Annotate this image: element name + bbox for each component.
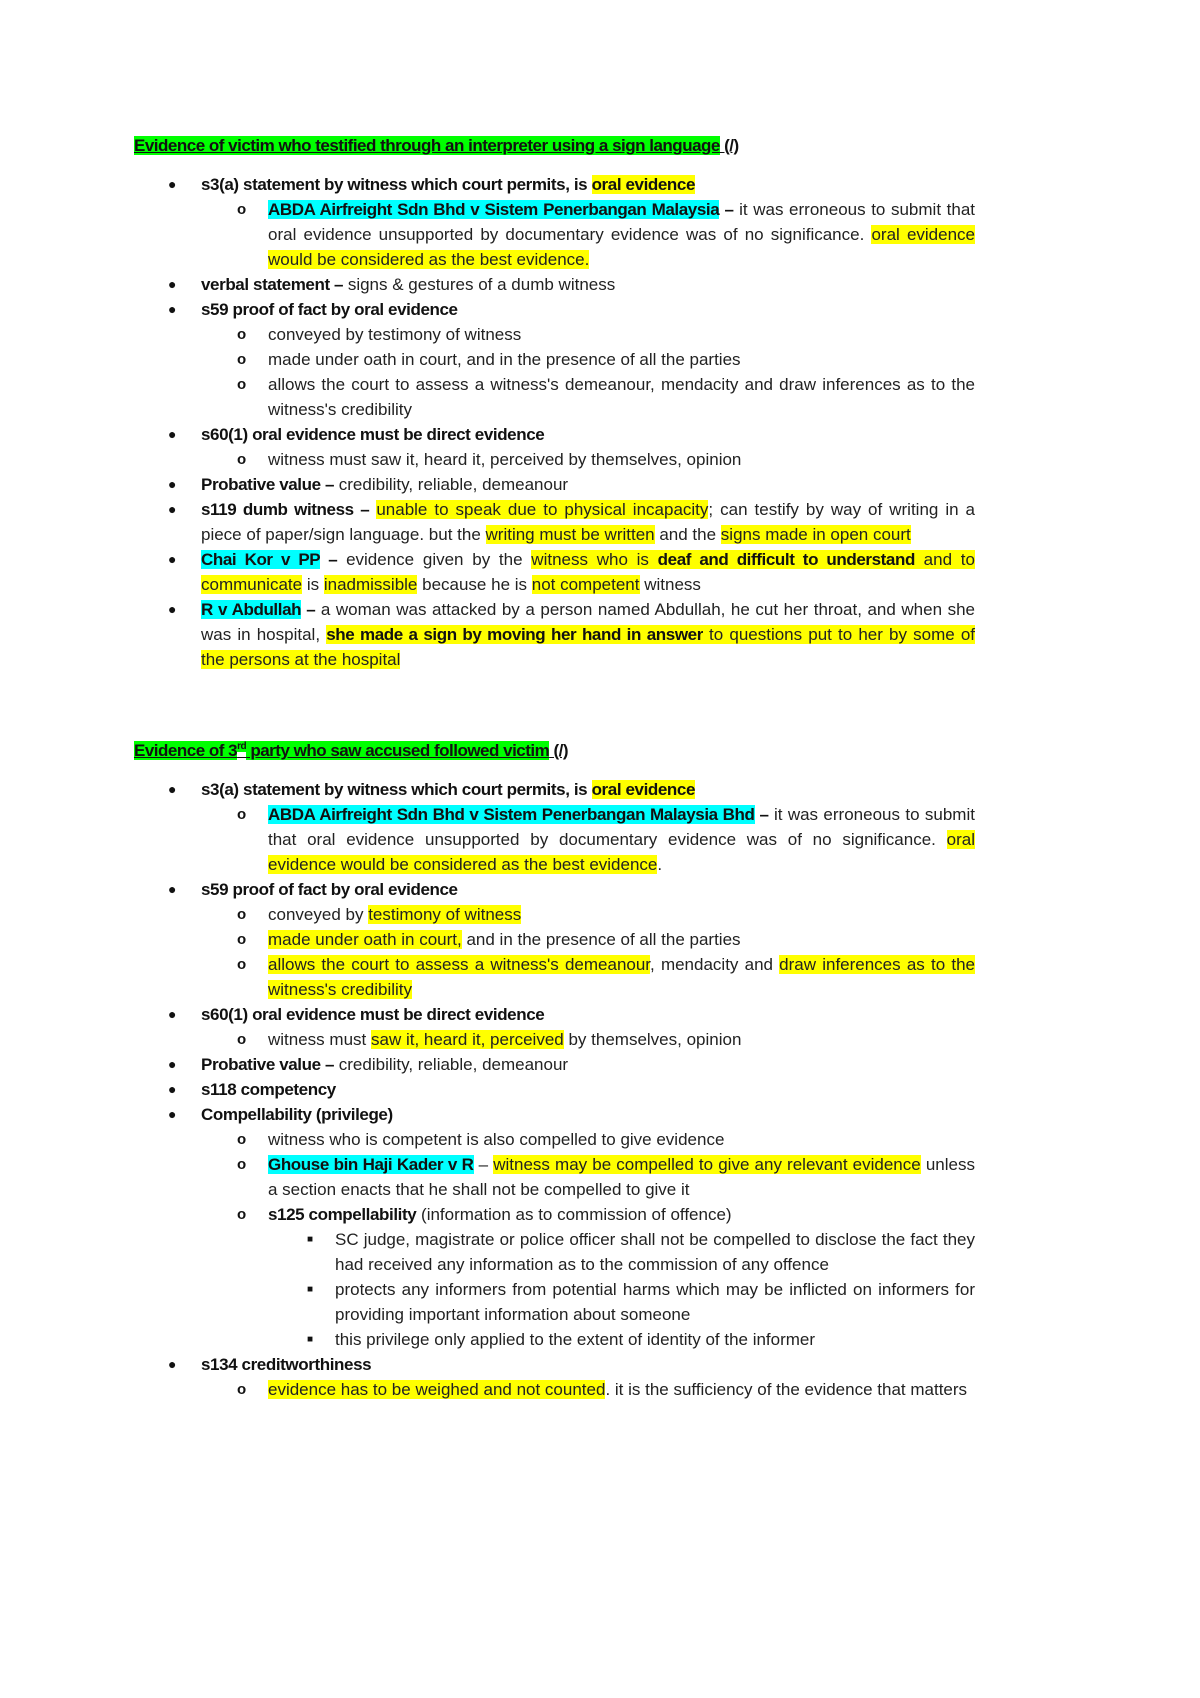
text-run: s59 proof of fact by oral evidence: [201, 880, 458, 899]
highlighted-text: saw it, heard it, perceived: [370, 1030, 564, 1049]
list-item: [168, 1102, 975, 1127]
list-item: [237, 1152, 975, 1202]
text-run: s3(a) statement by witness which court permits, is: [201, 175, 592, 194]
bullet-icon: ●: [168, 1356, 177, 1372]
text-run: conveyed by: [268, 905, 369, 924]
bullet-icon: ●: [168, 276, 177, 292]
text-run: witness who is competent is also compelled to give evidence: [268, 1130, 725, 1149]
text-run: ; can testify by way of writing in a piece of paper/sign language. but the: [201, 500, 976, 544]
text-run: s125 compellability: [268, 1205, 417, 1224]
bullet-icon: ●: [168, 1056, 177, 1072]
text-run: Probative value –: [201, 475, 335, 494]
bullet-icon: ●: [168, 476, 177, 492]
section-list: [0, 777, 1200, 1402]
list-item: [168, 1002, 975, 1027]
case-name: ABDA Airfreight Sdn Bhd v Sistem Penerbangan Malaysia Bhd: [268, 805, 755, 824]
bullet-icon: ●: [168, 601, 177, 617]
text-run: (/): [549, 741, 569, 760]
text-run: –: [754, 805, 769, 824]
highlighted-text: oral evidence: [591, 780, 696, 799]
case-name: Chai Kor v PP: [201, 550, 320, 569]
text-run: s119 dumb witness –: [201, 500, 370, 519]
circle-bullet-icon: o: [237, 351, 247, 368]
highlighted-text: not competent: [531, 575, 640, 594]
square-bullet-icon: ■: [307, 1334, 314, 1345]
text-run: and in the presence of all the parties: [461, 930, 741, 949]
text-run: allows the court to assess a witness's demeanour, mendacity and draw inferences as to the witness's credibility: [268, 375, 975, 419]
highlighted-text: oral evidence would be considered as the best evidence.: [268, 225, 976, 269]
bullet-icon: ●: [168, 501, 177, 517]
circle-bullet-icon: o: [237, 1206, 247, 1223]
text-run: .: [657, 855, 663, 874]
case-name: R v Abdullah: [201, 600, 302, 619]
circle-bullet-icon: o: [237, 451, 247, 468]
circle-bullet-icon: o: [237, 1381, 247, 1398]
list-item: [168, 422, 975, 447]
bullet-icon: ●: [168, 176, 177, 192]
case-name: Ghouse bin Haji Kader v R: [268, 1155, 474, 1174]
text-run: s3(a) statement by witness which court permits, is: [201, 780, 592, 799]
text-run: –: [719, 200, 734, 219]
text-run: s118 competency: [201, 1080, 336, 1099]
list-item: [237, 1377, 975, 1402]
highlighted-text: and to communicate: [201, 550, 975, 594]
section-heading: [134, 738, 568, 763]
text-run: , mendacity and: [650, 955, 780, 974]
text-run: witness: [639, 575, 701, 594]
list-item: [168, 172, 975, 197]
text-run: Probative value –: [201, 1055, 335, 1074]
circle-bullet-icon: o: [237, 806, 247, 823]
text-run: made under oath in court, and in the presence of all the parties: [268, 350, 741, 369]
highlighted-text: she made a sign by moving her hand in answer: [326, 625, 703, 644]
highlighted-text: testimony of witness: [368, 905, 522, 924]
text-run: Compellability (privilege): [201, 1105, 393, 1124]
list-item: [237, 447, 975, 472]
highlighted-text: party who saw accused followed victim: [246, 741, 550, 760]
list-item: [168, 877, 975, 902]
text-run: (/): [719, 136, 739, 155]
list-item: [168, 1077, 975, 1102]
highlighted-text: witness may be compelled to give any relevant evidence: [493, 1155, 921, 1174]
highlighted-text: Evidence of 3: [134, 741, 238, 760]
circle-bullet-icon: o: [237, 931, 247, 948]
section-list: [0, 172, 1200, 672]
text-run: s134 creditworthiness: [201, 1355, 372, 1374]
list-item: [237, 1027, 975, 1052]
list-item: [237, 347, 975, 372]
highlighted-text: made under oath in court,: [268, 930, 462, 949]
text-run: it was erroneous to submit that oral evidence unsupported by documentary evidence was of no significance.: [268, 200, 975, 244]
circle-bullet-icon: o: [237, 1156, 247, 1173]
bullet-icon: ●: [168, 426, 177, 442]
list-item: [168, 272, 975, 297]
list-item: [168, 297, 975, 322]
highlighted-text: writing must be written: [485, 525, 655, 544]
bullet-icon: ●: [168, 1081, 177, 1097]
list-item: [168, 497, 976, 547]
list-item: [237, 952, 975, 1002]
list-item: [237, 802, 975, 877]
list-item: [168, 777, 975, 802]
bullet-icon: ●: [168, 551, 177, 567]
bullet-icon: ●: [168, 1106, 177, 1122]
highlighted-text: oral evidence would be considered as the best evidence: [268, 830, 975, 874]
text-run: because he is: [417, 575, 532, 594]
highlighted-text: evidence has to be weighed and not counted: [268, 1380, 606, 1399]
circle-bullet-icon: o: [237, 1131, 247, 1148]
bullet-icon: ●: [168, 781, 177, 797]
highlighted-text: rd: [237, 741, 247, 753]
list-item: [237, 1202, 975, 1227]
text-run: verbal statement –: [201, 275, 344, 294]
text-run: by themselves, opinion: [563, 1030, 742, 1049]
text-run: witness must saw it, heard it, perceived by themselves, opinion: [268, 450, 742, 469]
highlighted-text: inadmissible: [323, 575, 418, 594]
text-run: s60(1) oral evidence must be direct evidence: [201, 425, 545, 444]
list-item: [237, 1127, 975, 1152]
highlighted-text: draw inferences as to the witness's credibility: [268, 955, 975, 999]
circle-bullet-icon: o: [237, 376, 247, 393]
highlighted-text: to questions put to her by some of the persons at the hospital: [201, 625, 976, 669]
text-run: credibility, reliable, demeanour: [334, 1055, 569, 1074]
highlighted-text: allows the court to assess a witness's demeanour: [268, 955, 651, 974]
highlighted-text: unable to speak due to physical incapacity: [376, 500, 709, 519]
text-run: conveyed by testimony of witness: [268, 325, 522, 344]
list-item: [168, 472, 975, 497]
square-bullet-icon: ■: [307, 1284, 314, 1295]
text-run: is: [302, 575, 324, 594]
bullet-icon: ●: [168, 881, 177, 897]
highlighted-text: witness who is: [531, 550, 658, 569]
highlighted-text: oral evidence: [591, 175, 696, 194]
highlighted-text: deaf and difficult to understand: [657, 550, 915, 569]
text-run: protects any informers from potential harms which may be inflicted on informers for providing important information about someone: [335, 1280, 975, 1324]
circle-bullet-icon: o: [237, 1031, 247, 1048]
list-item: [237, 322, 975, 347]
text-run: unless a section enacts that he shall not be compelled to give it: [268, 1155, 975, 1199]
text-run: a woman was attacked by a person named Abdullah, he cut her throat, and when she was in hospital,: [201, 600, 975, 644]
list-item: [168, 597, 976, 672]
circle-bullet-icon: o: [237, 201, 247, 218]
text-run: evidence given by the: [337, 550, 532, 569]
list-item: [237, 372, 975, 422]
text-run: . it is the sufficiency of the evidence that matters: [605, 1380, 968, 1399]
text-run: –: [319, 550, 338, 569]
list-item: [307, 1327, 975, 1352]
list-item: [307, 1277, 975, 1327]
text-run: s59 proof of fact by oral evidence: [201, 300, 458, 319]
text-run: and the: [654, 525, 721, 544]
list-item: [168, 1052, 975, 1077]
list-item: [237, 927, 975, 952]
bullet-icon: ●: [168, 301, 177, 317]
text-run: this privilege only applied to the extent of identity of the informer: [335, 1330, 816, 1349]
text-run: signs & gestures of a dumb witness: [343, 275, 616, 294]
list-item: [307, 1227, 975, 1277]
highlighted-text: Evidence of victim who testified through an interpreter using a sign language: [134, 136, 720, 155]
text-run: SC judge, magistrate or police officer shall not be compelled to disclose the fact they had received any information as to the commission of any offence: [335, 1230, 975, 1274]
text-run: –: [301, 600, 316, 619]
text-run: (information as to commission of offence): [416, 1205, 732, 1224]
text-run: s60(1) oral evidence must be direct evidence: [201, 1005, 545, 1024]
text-run: –: [473, 1155, 494, 1174]
list-item: [168, 1352, 975, 1377]
bullet-icon: ●: [168, 1006, 177, 1022]
list-item: [237, 902, 975, 927]
list-item: [237, 197, 976, 272]
circle-bullet-icon: o: [237, 326, 247, 343]
list-item: [168, 547, 975, 597]
circle-bullet-icon: o: [237, 906, 247, 923]
text-run: it was erroneous to submit that oral evidence unsupported by documentary evidence was of no significance.: [268, 805, 975, 849]
text-run: witness must: [268, 1030, 371, 1049]
section-heading: [134, 133, 739, 158]
square-bullet-icon: ■: [307, 1234, 314, 1245]
text-run: credibility, reliable, demeanour: [334, 475, 569, 494]
circle-bullet-icon: o: [237, 956, 247, 973]
case-name: ABDA Airfreight Sdn Bhd v Sistem Penerbangan Malaysia: [268, 200, 720, 219]
highlighted-text: signs made in open court: [720, 525, 911, 544]
